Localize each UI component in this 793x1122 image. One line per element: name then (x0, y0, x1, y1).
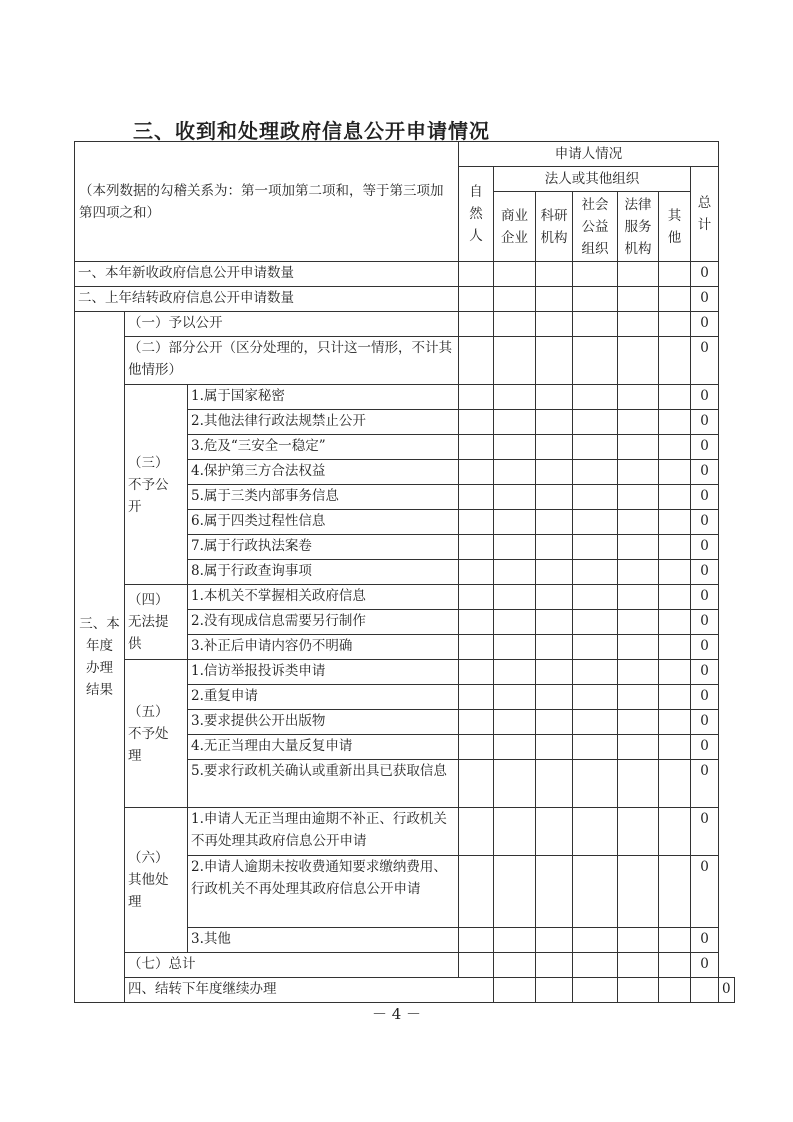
table-row (75, 337, 735, 385)
row-total: 0 (691, 660, 719, 685)
subgroup-label: （五） 不予处 理 (125, 660, 188, 808)
row-total: 0 (691, 808, 719, 856)
header-note: （本列数据的勾稽关系为：第一项加第二项和，等于第三项加第四项之和） (75, 142, 459, 262)
row-label: 7.属于行政执法案卷 (188, 535, 459, 560)
row-total: 0 (691, 856, 719, 928)
row-total: 0 (691, 735, 719, 760)
table-row (75, 385, 735, 410)
row-label: 1.属于国家秘密 (188, 385, 459, 410)
row-label: 4.保护第三方合法权益 (188, 460, 459, 485)
page-number: － 4 － (371, 1005, 422, 1023)
row-label: 1.信访举报投诉类申请 (188, 660, 459, 685)
row-label: 1.申请人无正当理由逾期不补正、行政机关不再处理其政府信息公开申请 (188, 808, 459, 856)
row-total: 0 (691, 635, 719, 660)
row-total: 0 (691, 460, 719, 485)
row-total: 0 (691, 337, 719, 385)
header-legal-service: 法律 服务 机构 (618, 192, 659, 262)
row-total: 0 (691, 953, 719, 978)
row-total: 0 (691, 510, 719, 535)
row-total: 0 (691, 585, 719, 610)
row-label: 8.属于行政查询事项 (188, 560, 459, 585)
header-legal-group: 法人或其他组织 (494, 167, 691, 192)
row-total: 0 (691, 385, 719, 410)
row-label: 二、上年结转政府信息公开申请数量 (75, 287, 459, 312)
header-social: 社会 公益 组织 (573, 192, 618, 262)
table-row (75, 312, 735, 337)
header-research: 科研 机构 (536, 192, 573, 262)
row-label: 四、结转下年度继续办理 (125, 978, 494, 1003)
row-total: 0 (691, 928, 719, 953)
row-total: 0 (691, 610, 719, 635)
header-applicant-situation: 申请人情况 (459, 142, 719, 167)
table-row (75, 262, 735, 287)
row-total: 0 (691, 760, 719, 808)
row-total: 0 (691, 410, 719, 435)
row-total: 0 (719, 978, 735, 1003)
row-label: （一）予以公开 (125, 312, 459, 337)
table-row (75, 585, 735, 610)
row-total: 0 (691, 535, 719, 560)
group3-label: 三、本 年度 办理 结果 (75, 312, 125, 1003)
row-label: （二）部分公开（区分处理的，只计这一情形，不计其他情形） (125, 337, 459, 385)
row-total: 0 (691, 435, 719, 460)
row-label: 2.重复申请 (188, 685, 459, 710)
row-label: 2.没有现成信息需要另行制作 (188, 610, 459, 635)
table-row (75, 978, 735, 1003)
table-row (75, 953, 735, 978)
subgroup-label: （三） 不予公 开 (125, 385, 188, 585)
subgroup-label: （六） 其他处 理 (125, 808, 188, 953)
row-label: 5.要求行政机关确认或重新出具已获取信息 (188, 760, 459, 808)
row-total: 0 (691, 287, 719, 312)
row-label: 2.其他法律行政法规禁止公开 (188, 410, 459, 435)
header-total: 总 计 (691, 167, 719, 262)
row-label: 一、本年新收政府信息公开申请数量 (75, 262, 459, 287)
row-label: （七）总计 (125, 953, 459, 978)
header-other: 其 他 (659, 192, 691, 262)
header-commercial: 商业 企业 (494, 192, 536, 262)
table-row (75, 660, 735, 685)
row-total: 0 (691, 485, 719, 510)
row-label: 3.要求提供公开出版物 (188, 710, 459, 735)
row-label: 6.属于四类过程性信息 (188, 510, 459, 535)
row-total: 0 (691, 710, 719, 735)
row-total: 0 (691, 312, 719, 337)
row-label: 5.属于三类内部事务信息 (188, 485, 459, 510)
table-row (75, 808, 735, 856)
row-label: 3.补正后申请内容仍不明确 (188, 635, 459, 660)
row-total: 0 (691, 560, 719, 585)
table-row (75, 287, 735, 312)
section-title: 三、收到和处理政府信息公开申请情况 (133, 119, 490, 143)
row-total: 0 (691, 685, 719, 710)
row-label: 4.无正当理由大量反复申请 (188, 735, 459, 760)
application-table (74, 141, 735, 1003)
row-label: 3.危及“三安全一稳定” (188, 435, 459, 460)
row-label: 3.其他 (188, 928, 459, 953)
row-label: 1.本机关不掌握相关政府信息 (188, 585, 459, 610)
subgroup-label: （四） 无法提 供 (125, 585, 188, 660)
row-total: 0 (691, 262, 719, 287)
header-natural-person: 自 然 人 (459, 167, 494, 262)
row-label: 2.申请人逾期未按收费通知要求缴纳费用、行政机关不再处理其政府信息公开申请 (188, 856, 459, 928)
